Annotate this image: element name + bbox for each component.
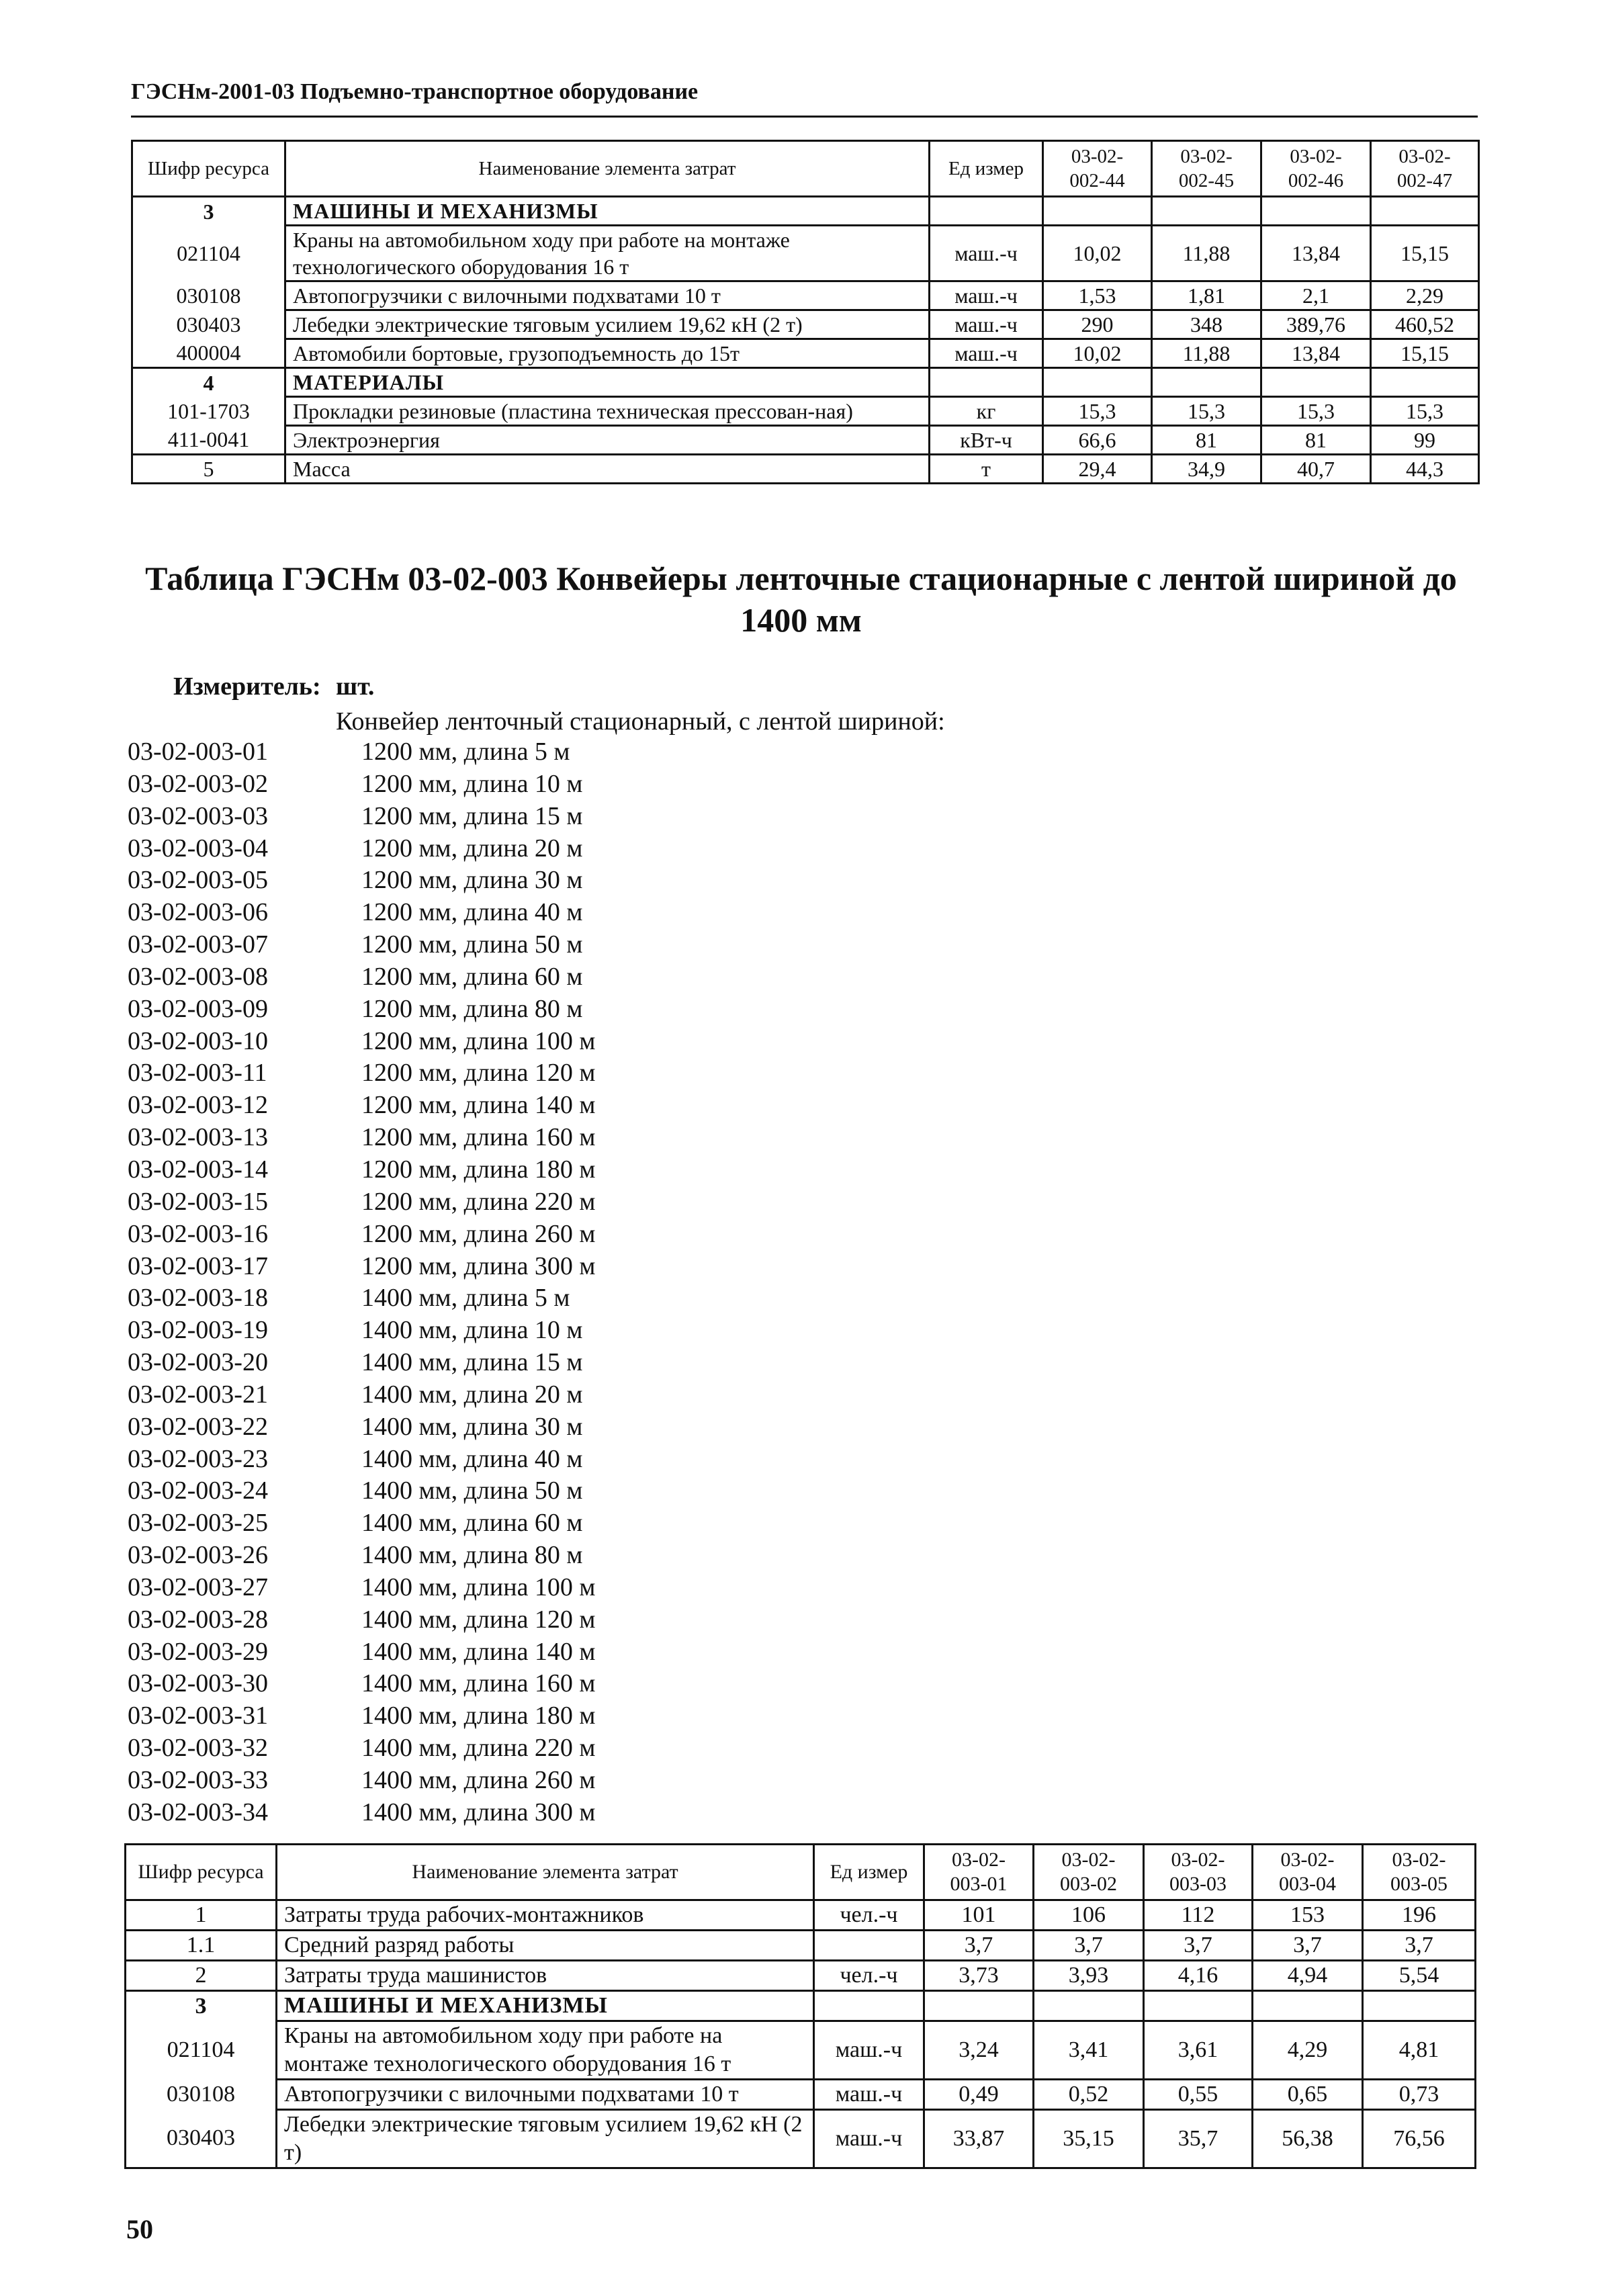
item-code: 03-02-003-19 (128, 1316, 268, 1345)
cost-element-name: Прокладки резиновые (пластина техническая прессован-ная) (285, 397, 930, 426)
cost-element-name: Затраты труда машинистов (277, 1961, 814, 1991)
header-cost-element: Наименование элемента затрат (285, 141, 930, 197)
norm-value: 4,81 (1363, 2021, 1476, 2080)
meter-value: шт. (336, 672, 375, 701)
item-description: 1200 мм, длина 140 м (361, 1091, 596, 1120)
item-description: 1400 мм, длина 15 м (361, 1348, 583, 1377)
list-item (128, 1251, 595, 1283)
norm-value: 15,3 (1152, 397, 1261, 426)
list-item (128, 1282, 595, 1315)
norm-items-list (128, 736, 595, 1829)
norm-value: 10,02 (1043, 226, 1152, 281)
item-code: 03-02-003-14 (128, 1155, 268, 1184)
resource-code: 1 (126, 1900, 277, 1931)
norm-value: 0,52 (1034, 2080, 1144, 2110)
resource-code: 021104 (132, 226, 285, 281)
item-code: 03-02-003-06 (128, 898, 268, 927)
list-item (128, 1604, 595, 1636)
list-item (128, 736, 595, 768)
empty-cell (1371, 368, 1479, 397)
norm-table-003 (124, 1843, 1476, 2169)
list-item (128, 929, 595, 961)
norm-value: 76,56 (1363, 2110, 1476, 2168)
norm-value: 4,94 (1253, 1961, 1363, 1991)
item-code: 03-02-003-05 (128, 866, 268, 895)
item-description: 1200 мм, длина 50 м (361, 930, 583, 959)
list-item (128, 1219, 595, 1251)
list-item (128, 1154, 595, 1186)
norm-value: 34,9 (1152, 455, 1261, 484)
item-description: 1200 мм, длина 160 м (361, 1123, 596, 1152)
item-description: 1400 мм, длина 80 м (361, 1541, 583, 1570)
section-row (132, 368, 1479, 397)
unit (814, 1991, 924, 2021)
list-item (128, 1475, 595, 1507)
item-code: 03-02-003-13 (128, 1123, 268, 1152)
norm-value: 3,61 (1144, 2021, 1253, 2080)
list-item (128, 1411, 595, 1444)
norm-value: 66,6 (1043, 426, 1152, 455)
item-code: 03-02-003-07 (128, 930, 268, 959)
item-code: 03-02-003-30 (128, 1669, 268, 1698)
list-item (128, 1636, 595, 1669)
norm-value: 196 (1363, 1900, 1476, 1931)
norm-value: 2,29 (1371, 281, 1479, 310)
norm-value: 2,1 (1261, 281, 1371, 310)
resource-code: 030403 (126, 2110, 277, 2168)
norm-value: 3,7 (1363, 1931, 1476, 1961)
item-code: 03-02-003-21 (128, 1380, 268, 1409)
unit (814, 1931, 924, 1961)
list-item (128, 961, 595, 994)
norm-value: 5,54 (1363, 1961, 1476, 1991)
resource-code: 2 (126, 1961, 277, 1991)
unit: маш.-ч (814, 2110, 924, 2168)
unit: кг (930, 397, 1043, 426)
norm-value: 33,87 (924, 2110, 1034, 2168)
norm-value: 56,38 (1253, 2110, 1363, 2168)
list-item (128, 1122, 595, 1154)
table-row (126, 2110, 1476, 2168)
item-code: 03-02-003-22 (128, 1412, 268, 1441)
norm-value: 389,76 (1261, 310, 1371, 339)
list-item (128, 1732, 595, 1765)
item-description: 1400 мм, длина 140 м (361, 1637, 596, 1666)
unit: т (930, 455, 1043, 484)
item-code: 03-02-003-12 (128, 1091, 268, 1120)
list-item (128, 768, 595, 801)
item-description: 1200 мм, длина 5 м (361, 738, 570, 766)
resource-code: 1.1 (126, 1931, 277, 1961)
norm-value: 1,81 (1152, 281, 1261, 310)
list-item (128, 1026, 595, 1058)
norm-value: 0,49 (924, 2080, 1034, 2110)
item-code: 03-02-003-34 (128, 1798, 268, 1826)
item-code: 03-02-003-18 (128, 1284, 268, 1313)
list-item (128, 1347, 595, 1379)
unit: чел.-ч (814, 1961, 924, 1991)
list-item (128, 1765, 595, 1797)
norm-value: 4,16 (1144, 1961, 1253, 1991)
cost-element-name: Затраты труда рабочих-монтажников (277, 1900, 814, 1931)
item-description: 1200 мм, длина 30 м (361, 866, 583, 895)
table-row (126, 1900, 1476, 1931)
list-item (128, 1668, 595, 1700)
item-description: 1200 мм, длина 80 м (361, 994, 583, 1023)
empty-cell (930, 368, 1043, 397)
unit: маш.-ч (814, 2080, 924, 2110)
resource-code: 030108 (132, 281, 285, 310)
norm-value: 10,02 (1043, 339, 1152, 368)
header-unit: Ед измер (930, 141, 1043, 197)
table-row (126, 1961, 1476, 1991)
list-item (128, 1444, 595, 1476)
header-norm-code: 03-02- 003-02 (1034, 1845, 1144, 1900)
item-description: 1400 мм, длина 5 м (361, 1284, 570, 1313)
header-norm-code: 03-02- 002-44 (1043, 141, 1152, 197)
table-row (126, 2080, 1476, 2110)
cost-element-name: Автопогрузчики с вилочными подхватами 10 т (285, 281, 930, 310)
cost-element-name: МАШИНЫ И МЕХАНИЗМЫ (277, 1991, 814, 2021)
empty-cell (1261, 197, 1371, 226)
item-description: 1400 мм, длина 40 м (361, 1444, 583, 1473)
item-description: 1200 мм, длина 100 м (361, 1026, 596, 1055)
header-rule (131, 116, 1478, 118)
item-description: 1400 мм, длина 180 м (361, 1702, 596, 1730)
table-row (132, 455, 1479, 484)
norm-value (1034, 1991, 1144, 2021)
resource-code: 3 (126, 1991, 277, 2021)
header-norm-code: 03-02- 003-05 (1363, 1845, 1476, 1900)
item-description: 1200 мм, длина 300 м (361, 1251, 596, 1280)
cost-element-name: Автомобили бортовые, грузоподъемность до 15т (285, 339, 930, 368)
running-header: ГЭСНм-2001-03 Подъемно-транспортное оборудование (131, 79, 699, 104)
norm-value: 81 (1152, 426, 1261, 455)
header-norm-code: 03-02- 003-01 (924, 1845, 1034, 1900)
resource-code: 411-0041 (132, 426, 285, 455)
table-row (132, 310, 1479, 339)
item-code: 03-02-003-08 (128, 962, 268, 991)
section-title-cell: МАТЕРИАЛЫ (285, 368, 930, 397)
table-row (132, 226, 1479, 281)
norm-value: 153 (1253, 1900, 1363, 1931)
norm-value: 3,93 (1034, 1961, 1144, 1991)
list-item (128, 1090, 595, 1122)
item-code: 03-02-003-02 (128, 769, 268, 798)
norm-value: 3,73 (924, 1961, 1034, 1991)
item-description: 1400 мм, длина 30 м (361, 1412, 583, 1441)
section-row (126, 1991, 1476, 2021)
section-row (132, 197, 1479, 226)
header-resource-code: Шифр ресурса (126, 1845, 277, 1900)
norm-value: 13,84 (1261, 339, 1371, 368)
table-row (126, 1931, 1476, 1961)
section-code: 5 (132, 455, 285, 484)
item-code: 03-02-003-25 (128, 1509, 268, 1538)
cost-element-name: Электроэнергия (285, 426, 930, 455)
item-description: 1400 мм, длина 300 м (361, 1798, 596, 1826)
cost-element-name: Лебедки электрические тяговым усилием 19,62 кН (2 т) (285, 310, 930, 339)
item-description: 1400 мм, длина 160 м (361, 1669, 596, 1698)
list-item (128, 1507, 595, 1540)
resource-code: 021104 (126, 2021, 277, 2080)
list-item (128, 1572, 595, 1604)
item-description: 1200 мм, длина 10 м (361, 769, 583, 798)
item-code: 03-02-003-04 (128, 834, 268, 863)
norm-value: 3,41 (1034, 2021, 1144, 2080)
norm-value: 3,24 (924, 2021, 1034, 2080)
item-code: 03-02-003-26 (128, 1541, 268, 1570)
norm-value: 3,7 (924, 1931, 1034, 1961)
item-code: 03-02-003-24 (128, 1476, 268, 1505)
norm-value: 29,4 (1043, 455, 1152, 484)
item-description: 1400 мм, длина 60 м (361, 1509, 583, 1538)
cost-element-name: Краны на автомобильном ходу при работе на монтаже технологического оборудования 16 т (277, 2021, 814, 2080)
item-description: 1400 мм, длина 220 м (361, 1734, 596, 1763)
resource-code: 400004 (132, 339, 285, 368)
norm-value (1144, 1991, 1253, 2021)
item-description: 1200 мм, длина 220 м (361, 1187, 596, 1216)
item-description: 1200 мм, длина 60 м (361, 962, 583, 991)
norm-value: 112 (1144, 1900, 1253, 1931)
item-code: 03-02-003-32 (128, 1734, 268, 1763)
header-resource-code: Шифр ресурса (132, 141, 285, 197)
norm-value: 13,84 (1261, 226, 1371, 281)
item-description: 1400 мм, длина 260 м (361, 1766, 596, 1794)
table-header-row (126, 1845, 1476, 1900)
unit: чел.-ч (814, 1900, 924, 1931)
unit: кВт-ч (930, 426, 1043, 455)
item-code: 03-02-003-23 (128, 1444, 268, 1473)
unit: маш.-ч (930, 339, 1043, 368)
empty-cell (1043, 368, 1152, 397)
list-item (128, 1379, 595, 1411)
header-cost-element: Наименование элемента затрат (277, 1845, 814, 1900)
section-title-cell: МАШИНЫ И МЕХАНИЗМЫ (285, 197, 930, 226)
norm-value: 40,7 (1261, 455, 1371, 484)
list-item (128, 1540, 595, 1572)
cost-element-name: Средний разряд работы (277, 1931, 814, 1961)
norm-value: 15,3 (1043, 397, 1152, 426)
item-description: 1400 мм, длина 100 м (361, 1573, 596, 1601)
table-row (132, 339, 1479, 368)
item-code: 03-02-003-28 (128, 1605, 268, 1634)
cost-element-name: Автопогрузчики с вилочными подхватами 10 т (277, 2080, 814, 2110)
norm-value: 348 (1152, 310, 1261, 339)
meter-label: Измеритель: (173, 672, 321, 701)
header-norm-code: 03-02- 002-46 (1261, 141, 1371, 197)
list-item (128, 1186, 595, 1219)
item-code: 03-02-003-09 (128, 994, 268, 1023)
norm-value: 101 (924, 1900, 1034, 1931)
cost-element-name: Масса (285, 455, 930, 484)
unit: маш.-ч (930, 310, 1043, 339)
norm-value (924, 1991, 1034, 2021)
list-item (128, 994, 595, 1026)
table-row (132, 281, 1479, 310)
norm-value: 460,52 (1371, 310, 1479, 339)
resource-code: 101-1703 (132, 397, 285, 426)
item-code: 03-02-003-17 (128, 1251, 268, 1280)
norm-value: 0,73 (1363, 2080, 1476, 2110)
norm-value: 1,53 (1043, 281, 1152, 310)
empty-cell (1152, 368, 1261, 397)
norm-value: 290 (1043, 310, 1152, 339)
item-description: 1400 мм, длина 10 м (361, 1316, 583, 1345)
item-code: 03-02-003-11 (128, 1059, 267, 1088)
list-item (128, 1797, 595, 1829)
header-norm-code: 03-02- 003-03 (1144, 1845, 1253, 1900)
norm-value: 106 (1034, 1900, 1144, 1931)
resource-code: 030108 (126, 2080, 277, 2110)
list-item (128, 1057, 595, 1090)
section-code: 4 (132, 368, 285, 397)
norm-value: 15,3 (1261, 397, 1371, 426)
item-description: 1400 мм, длина 120 м (361, 1605, 596, 1634)
header-unit: Ед измер (814, 1845, 924, 1900)
item-description: 1400 мм, длина 50 м (361, 1476, 583, 1505)
table-row (132, 426, 1479, 455)
norm-value: 15,15 (1371, 339, 1479, 368)
item-code: 03-02-003-15 (128, 1187, 268, 1216)
norm-value: 3,7 (1034, 1931, 1144, 1961)
norm-value: 81 (1261, 426, 1371, 455)
header-norm-code: 03-02- 002-47 (1371, 141, 1479, 197)
unit: маш.-ч (814, 2021, 924, 2080)
unit: маш.-ч (930, 281, 1043, 310)
item-code: 03-02-003-33 (128, 1766, 268, 1794)
norm-value: 3,7 (1144, 1931, 1253, 1961)
norm-value: 0,65 (1253, 2080, 1363, 2110)
list-item (128, 833, 595, 865)
list-item (128, 865, 595, 897)
item-description: 1200 мм, длина 15 м (361, 801, 583, 830)
item-code: 03-02-003-03 (128, 801, 268, 830)
norm-value: 15,15 (1371, 226, 1479, 281)
item-description: 1200 мм, длина 260 м (361, 1219, 596, 1248)
table-header-row (132, 141, 1479, 197)
norm-value (1253, 1991, 1363, 2021)
item-code: 03-02-003-16 (128, 1219, 268, 1248)
item-description: 1400 мм, длина 20 м (361, 1380, 583, 1409)
list-item (128, 1700, 595, 1732)
empty-cell (1261, 368, 1371, 397)
item-code: 03-02-003-31 (128, 1702, 268, 1730)
page-number: 50 (126, 2214, 153, 2244)
item-description: 1200 мм, длина 40 м (361, 898, 583, 927)
empty-cell (930, 197, 1043, 226)
item-code: 03-02-003-20 (128, 1348, 268, 1377)
header-norm-code: 03-02- 003-04 (1253, 1845, 1363, 1900)
norm-value: 15,3 (1371, 397, 1479, 426)
norm-table-002 (131, 140, 1480, 484)
norm-value: 35,15 (1034, 2110, 1144, 2168)
norm-value: 44,3 (1371, 455, 1479, 484)
norm-value: 35,7 (1144, 2110, 1253, 2168)
list-item (128, 897, 595, 929)
meter-intro: Конвейер ленточный стационарный, с лентой шириной: (336, 707, 945, 736)
cost-element-name: Краны на автомобильном ходу при работе на монтаже технологического оборудования 16 т (285, 226, 930, 281)
unit: маш.-ч (930, 226, 1043, 281)
list-item (128, 801, 595, 833)
norm-value: 11,88 (1152, 339, 1261, 368)
list-item (128, 1315, 595, 1347)
norm-value: 11,88 (1152, 226, 1261, 281)
table-row (126, 2021, 1476, 2080)
table-row (132, 397, 1479, 426)
empty-cell (1152, 197, 1261, 226)
header-norm-code: 03-02- 002-45 (1152, 141, 1261, 197)
norm-value: 4,29 (1253, 2021, 1363, 2080)
item-description: 1200 мм, длина 20 м (361, 834, 583, 863)
norm-value: 0,55 (1144, 2080, 1253, 2110)
item-description: 1200 мм, длина 180 м (361, 1155, 596, 1184)
item-description: 1200 мм, длина 120 м (361, 1059, 596, 1088)
norm-value: 99 (1371, 426, 1479, 455)
norm-value (1363, 1991, 1476, 2021)
item-code: 03-02-003-27 (128, 1573, 268, 1601)
item-code: 03-02-003-10 (128, 1026, 268, 1055)
item-code: 03-02-003-29 (128, 1637, 268, 1666)
item-code: 03-02-003-01 (128, 738, 268, 766)
resource-code: 030403 (132, 310, 285, 339)
norm-value: 3,7 (1253, 1931, 1363, 1961)
cost-element-name: Лебедки электрические тяговым усилием 19,62 кН (2 т) (277, 2110, 814, 2168)
empty-cell (1043, 197, 1152, 226)
section-code: 3 (132, 197, 285, 226)
section-title: Таблица ГЭСНм 03-02-003 Конвейеры ленточные стационарные с лентой шириной до 1400 мм (145, 560, 1457, 639)
empty-cell (1371, 197, 1479, 226)
